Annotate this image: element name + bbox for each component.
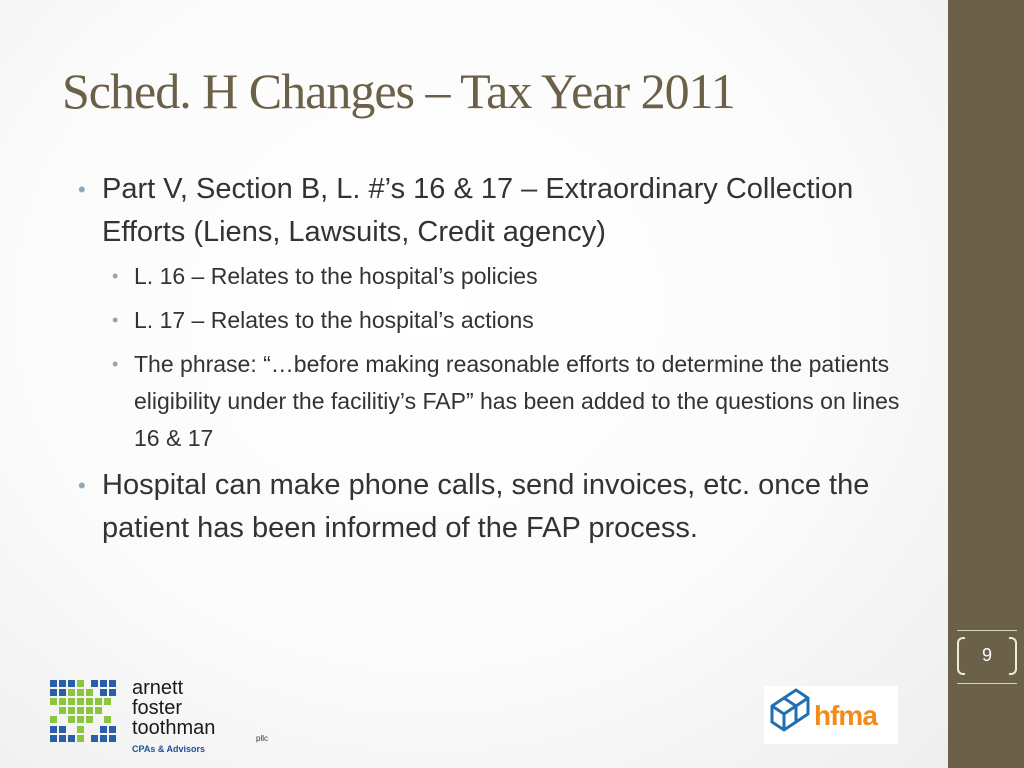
firm-name (132, 678, 215, 738)
bullet-dot-icon: • (78, 177, 86, 202)
bullet-dot-icon: • (112, 266, 119, 286)
page-number: 9 (981, 645, 992, 665)
bullet-list (78, 168, 913, 554)
slide-title: Sched. H Changes – Tax Year 2011 (62, 63, 735, 119)
bullet-text: Part V, Section B, L. #’s 16 & 17 – Extraordinary Collection Efforts (Liens, Lawsuits, Credit agency) (102, 173, 854, 248)
firm-tagline: CPAs & Advisors (132, 744, 206, 754)
sub-bullet-item-3 (110, 346, 913, 457)
bullet-item-1 (78, 168, 913, 254)
dot-grid-logo-icon (50, 680, 116, 742)
page-number-box (957, 630, 1017, 684)
bullet-dot-icon: • (112, 310, 119, 330)
bullet-item-2 (78, 464, 913, 550)
sub-bullet-text: L. 16 – Relates to the hospital’s policies (134, 263, 538, 289)
firm-name-line-2: foster (132, 697, 183, 719)
hfma-cube-icon (768, 688, 812, 740)
bullet-dot-icon: • (112, 354, 119, 374)
sub-bullet-item-1 (110, 258, 913, 295)
hfma-logo (764, 686, 898, 744)
bullet-text: Hospital can make phone calls, send invoices, etc. once the patient has been informed of the FAP process. (102, 469, 870, 544)
firm-name-line-1: arnett (132, 677, 184, 699)
sub-bullet-text: The phrase: “…before making reasonable efforts to determine the patients eligibility under the facilitiy’s FAP” has been added to the questions on lines 16 & 17 (134, 351, 900, 451)
sub-bullet-list (110, 258, 913, 457)
firm-suffix: pllc (256, 734, 269, 743)
hfma-wordmark: hfma (814, 700, 877, 731)
arnett-foster-toothman-logo (50, 677, 280, 754)
sub-bullet-item-2 (110, 302, 913, 339)
firm-name-line-3: toothman (132, 717, 216, 739)
bullet-dot-icon: • (78, 473, 86, 498)
sub-bullet-text: L. 17 – Relates to the hospital’s actions (134, 307, 534, 333)
